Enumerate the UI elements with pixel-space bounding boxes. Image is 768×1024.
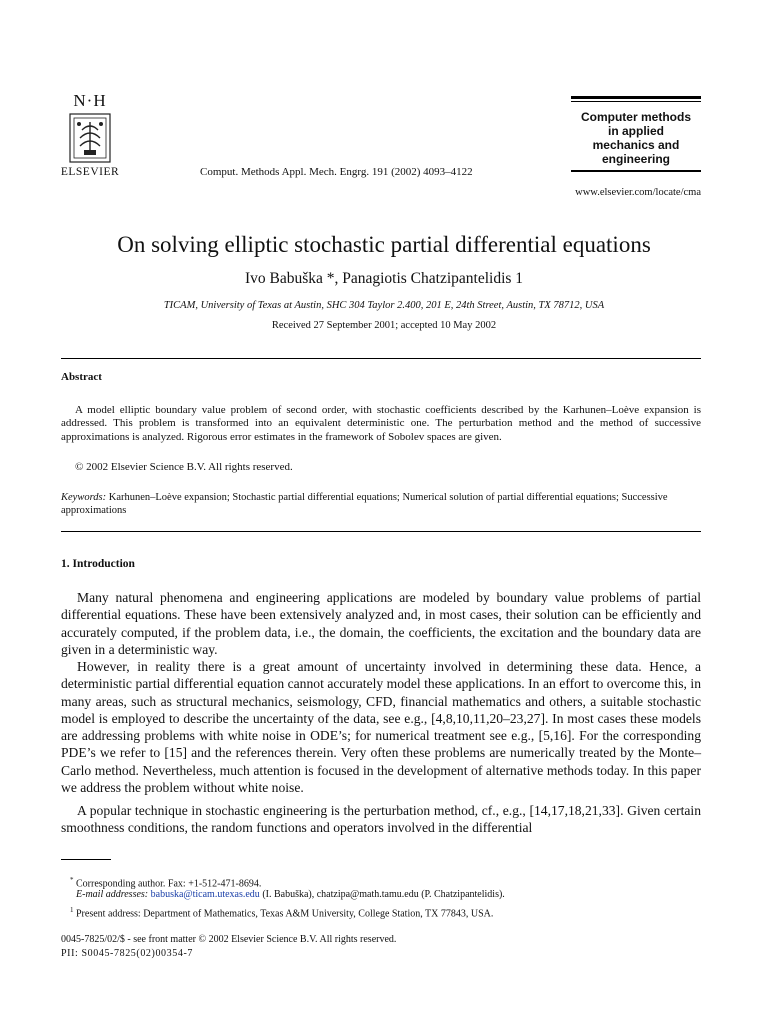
paragraph: A popular technique in stochastic engineering is the perturbation method, cf., e.g., [14,17,18,21,33]. Given certain smoothness conditions, the random functions and operators involved in the differential [61,803,701,836]
top-rule [571,96,701,99]
footnote-corresponding: * Corresponding author. Fax: +1-512-471-8694. [70,876,262,890]
journal-url[interactable]: www.elsevier.com/locate/cma [575,187,701,198]
publisher-mark: N·H [73,91,107,110]
paragraph: Many natural phenomena and engineering applications are modeled by boundary value problems of partial differential equations. These have been extensively analyzed and, in most cases, their solution can be efficiently and accurately computed, if the problem data, i.e., the domain, the coefficients, the excitation and the boundary data are given in a deterministic way. [61,590,701,657]
divider-top [61,358,701,359]
elsevier-tree-icon [68,112,112,164]
affiliation: TICAM, University of Texas at Austin, SHC 304 Taylor 2.400, 201 E, 24th Street, Austin, TX 78712, USA [163,300,605,311]
keywords-text: Karhunen–Loève expansion; Stochastic partial differential equations; Numerical solution of partial differential equations; Successive approximations [61,492,668,516]
bottom-rule [571,170,701,172]
journal-title-line: engineering [601,152,670,166]
abstract-text: A model elliptic boundary value problem of second order, with stochastic coefficients described by the Karhunen–Loève expansion is addressed. This problem is transformed into an equivalent deterministic one. The perturbation method and the method of successive approximations is analyzed. Rigorous error estimates in the framework of Sobolev spaces are given. [61,404,701,443]
article-title: On solving elliptic stochastic partial differential equations [117,232,651,257]
journal-title-line: in applied [607,124,664,138]
journal-title [571,110,701,166]
keywords-label: Keywords: [61,492,107,503]
journal-title-line: Computer methods [580,110,691,124]
journal-reference: Comput. Methods Appl. Mech. Engrg. 191 (2002) 4093–4122 [200,166,473,178]
pii-line: PII: S0045-7825(02)00354-7 [61,948,193,959]
keywords [61,491,701,517]
paragraph: However, in reality there is a great amount of uncertainty involved in determining these data. Hence, a deterministic partial differential equation cannot accurately model these applications. In an effort to overcome this, in many areas, such as structural mechanics, seismology, CFD, financial mathematics and others, a suitable stochastic model is employed to describe the uncertainty of the data, see e.g., [4,8,10,11,20–23,27]. In most cases these models are addressing problems with white noise in ODE’s; for numerical treatment see e.g., [5,16]. For the corresponding PDE’s we refer to [15] and the references therein. Very often these problems are numerically treated by the Monte–Carlo method. Nevertheless, much attention is focused in the development of alternative methods today. In this paper we address the problem without white noise. [61,659,701,796]
abstract-copyright: © 2002 Elsevier Science B.V. All rights reserved. [75,461,293,473]
footnote-rule [61,859,111,860]
journal-title-box [571,96,701,172]
front-matter-line: 0045-7825/02/$ - see front matter © 2002 Elsevier Science B.V. All rights reserved. [61,934,397,945]
abstract-heading: Abstract [61,371,102,383]
received-dates: Received 27 September 2001; accepted 10 May 2002 [271,320,497,331]
publisher-name: ELSEVIER [60,166,120,178]
authors: Ivo Babuška *, Panagiotis Chatzipantelidis 1 [244,270,524,287]
email-link[interactable]: babuska@ticam.utexas.edu [150,889,260,900]
section-heading: 1. Introduction [61,558,135,570]
divider-bottom [61,531,701,532]
footnote-email: E-mail addresses: babuska@ticam.utexas.edu (I. Babuška), chatzipa@math.tamu.edu (P. Chatzipantelidis). [76,889,505,900]
journal-title-line: mechanics and [592,138,680,152]
footnote-present-address: $^1$ Present address: Department of Mathematics, Texas A&M University, College Station, TX 77843, USA. [70,906,494,920]
publisher-logo [58,92,122,178]
top-rule-thin [571,101,701,102]
